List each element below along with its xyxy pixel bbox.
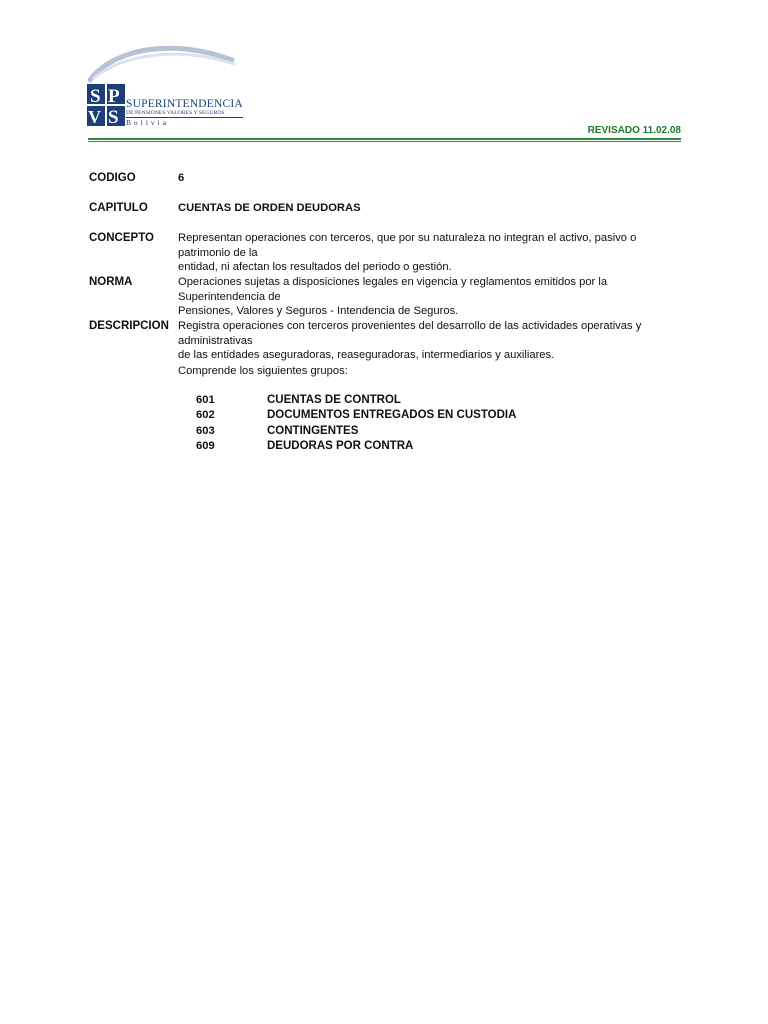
capitulo-value: CUENTAS DE ORDEN DEUDORAS xyxy=(178,202,361,214)
header-rule-thin xyxy=(88,141,681,142)
norma-text xyxy=(178,275,682,319)
svg-text:V: V xyxy=(88,107,101,127)
concepto-line: entidad, ni afectan los resultados del periodo o gestión. xyxy=(178,261,452,273)
groups-intro: Comprende los siguientes grupos: xyxy=(178,365,348,377)
group-code: 609 xyxy=(196,439,215,452)
codigo-label: CODIGO xyxy=(89,172,136,184)
logo-text xyxy=(126,98,243,128)
logo-name: SUPERINTENDENCIA xyxy=(126,98,243,110)
svg-text:S: S xyxy=(108,107,119,128)
norma-label: NORMA xyxy=(89,276,133,288)
group-name: DOCUMENTOS ENTREGADOS EN CUSTODIA xyxy=(267,409,517,422)
logo-country: Bolivia xyxy=(126,118,170,127)
concepto-label: CONCEPTO xyxy=(89,232,154,244)
concepto-text xyxy=(178,231,682,275)
descripcion-label: DESCRIPCION xyxy=(89,320,169,332)
descripcion-text xyxy=(178,319,682,363)
group-name: CONTINGENTES xyxy=(267,424,359,437)
codigo-value: 6 xyxy=(178,172,185,184)
group-code: 603 xyxy=(196,424,215,437)
revision-date: REVISADO 11.02.08 xyxy=(587,125,681,136)
group-code: 601 xyxy=(196,394,215,406)
norma-line: Pensiones, Valores y Seguros - Intendencia de Seguros. xyxy=(178,305,459,317)
logo-subtitle: DE PENSIONES VALORES Y SEGUROS xyxy=(126,110,243,118)
svg-text:S: S xyxy=(90,86,101,107)
svg-text:P: P xyxy=(108,86,120,107)
group-name: DEUDORAS POR CONTRA xyxy=(267,439,414,452)
descripcion-line: Registra operaciones con terceros provenientes del desarrollo de las actividades operativas y administrativas xyxy=(178,320,642,347)
descripcion-line: de las entidades aseguradoras, reaseguradoras, intermediarios y auxiliares. xyxy=(178,349,555,361)
concepto-line: Representan operaciones con terceros, que por su naturaleza no integran el activo, pasivo o patrimonio de la xyxy=(178,232,637,259)
norma-line: Operaciones sujetas a disposiciones legales en vigencia y reglamentos emitidos por la Superintendencia de xyxy=(178,276,608,303)
header-rule xyxy=(88,138,681,140)
capitulo-label: CAPITULO xyxy=(89,202,148,214)
group-name: CUENTAS DE CONTROL xyxy=(267,394,401,406)
spvs-logo xyxy=(84,42,244,132)
group-code: 602 xyxy=(196,409,215,422)
